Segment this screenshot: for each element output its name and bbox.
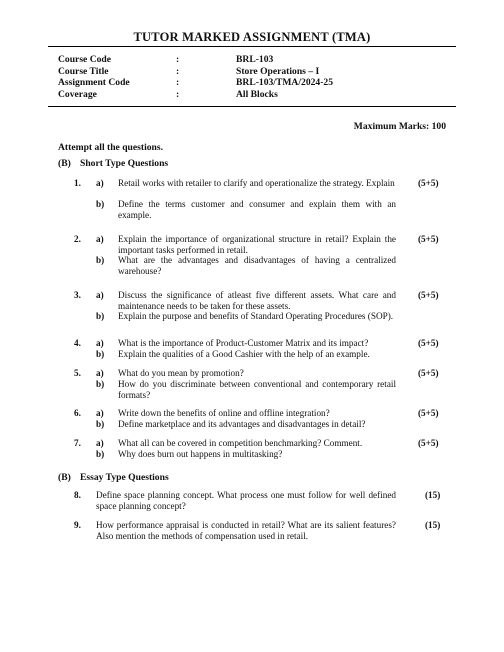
course-info-block: [58, 54, 448, 100]
top-divider: [48, 46, 456, 47]
part-letter: a): [96, 178, 104, 188]
info-colon: :: [176, 54, 180, 65]
part-letter: b): [96, 199, 105, 209]
question-number: 1.: [74, 178, 81, 188]
question-marks: (5+5): [418, 178, 439, 188]
section-title: Short Type Questions: [80, 158, 169, 169]
part-letter: a): [96, 408, 104, 418]
question-number: 9.: [74, 520, 81, 530]
info-colon: :: [176, 88, 180, 100]
question-number: 4.: [74, 338, 81, 348]
question-text: Define space planning concept. What process one must follow for well defined space planning concept?: [96, 490, 396, 511]
part-text: Define marketplace and its advantages and disadvantages in detail?: [118, 419, 366, 429]
info-value: All Blocks: [236, 88, 278, 100]
question-marks: (5+5): [418, 368, 439, 378]
info-label: Course Code: [58, 54, 112, 65]
info-value: BRL-103: [236, 54, 274, 65]
part-letter: a): [96, 438, 104, 448]
section-letter: (B): [58, 472, 71, 483]
part-text: Discuss the significance of atleast five different assets. What care and maintenance needs to be taken for these assets.: [118, 290, 396, 311]
info-colon: :: [176, 77, 180, 89]
question-number: 8.: [74, 490, 81, 500]
section-title: Essay Type Questions: [80, 472, 169, 483]
question-marks: (5+5): [418, 338, 439, 348]
question-text: How performance appraisal is conducted in retail? What are its salient features? Also mention the methods of compensation used in retail.: [96, 520, 396, 541]
info-label: Assignment Code: [58, 77, 130, 89]
part-letter: a): [96, 290, 104, 300]
instruction-text: Attempt all the questions.: [58, 142, 163, 153]
part-letter: b): [96, 311, 105, 321]
question-number: 2.: [74, 234, 81, 244]
page-title: TUTOR MARKED ASSIGNMENT (TMA): [133, 30, 371, 44]
question-marks: (5+5): [418, 408, 439, 418]
part-text: Define the terms customer and consumer and explain them with an example.: [118, 199, 396, 220]
part-text: What do you mean by promotion?: [118, 368, 244, 378]
info-row-course-code: [58, 54, 448, 66]
part-letter: a): [96, 368, 104, 378]
info-row-course-title: [58, 66, 448, 78]
info-label: Course Title: [58, 65, 109, 77]
question-marks: (15): [425, 490, 441, 500]
part-text: Explain the qualities of a Good Cashier with the help of an example.: [118, 349, 370, 359]
question-number: 3.: [74, 290, 81, 300]
part-letter: b): [96, 379, 105, 389]
question-marks: (5+5): [418, 438, 439, 448]
info-label: Coverage: [58, 88, 97, 100]
info-value: Store Operations – I: [236, 65, 320, 77]
part-letter: b): [96, 449, 105, 459]
part-letter: b): [96, 419, 105, 429]
part-letter: b): [96, 349, 105, 359]
question-number: 6.: [74, 408, 81, 418]
info-divider: [48, 106, 456, 107]
question-number: 5.: [74, 368, 81, 378]
part-text: How do you discriminate between conventional and contemporary retail formats?: [118, 379, 396, 400]
part-text: Retail works with retailer to clarify and operationalize the strategy. Explain: [118, 178, 395, 188]
question-marks: (15): [425, 520, 441, 530]
part-text: Write down the benefits of online and offline integration?: [118, 408, 330, 418]
question-number: 7.: [74, 438, 81, 448]
part-text: What are the advantages and disadvantages of having a centralized warehouse?: [118, 255, 396, 276]
part-letter: a): [96, 338, 104, 348]
info-value: BRL-103/TMA/2024-25: [236, 77, 334, 89]
part-text: What is the importance of Product-Customer Matrix and its impact?: [118, 338, 369, 348]
part-letter: b): [96, 255, 105, 265]
maximum-marks: Maximum Marks: 100: [353, 121, 446, 132]
part-text: Explain the importance of organizational structure in retail? Explain the important tasks performed in retail.: [118, 234, 396, 255]
part-letter: a): [96, 234, 104, 244]
question-marks: (5+5): [418, 290, 439, 300]
info-row-assignment-code: [58, 77, 448, 89]
part-text: What all can be covered in competition benchmarking? Comment.: [118, 438, 363, 448]
part-text: Why does burn out happens in multitasking?: [118, 449, 283, 459]
section-letter: (B): [58, 158, 71, 169]
info-colon: :: [176, 65, 180, 77]
info-row-coverage: [58, 89, 448, 101]
question-marks: (5+5): [418, 234, 439, 244]
part-text: Explain the purpose and benefits of Standard Operating Procedures (SOP).: [118, 311, 394, 321]
